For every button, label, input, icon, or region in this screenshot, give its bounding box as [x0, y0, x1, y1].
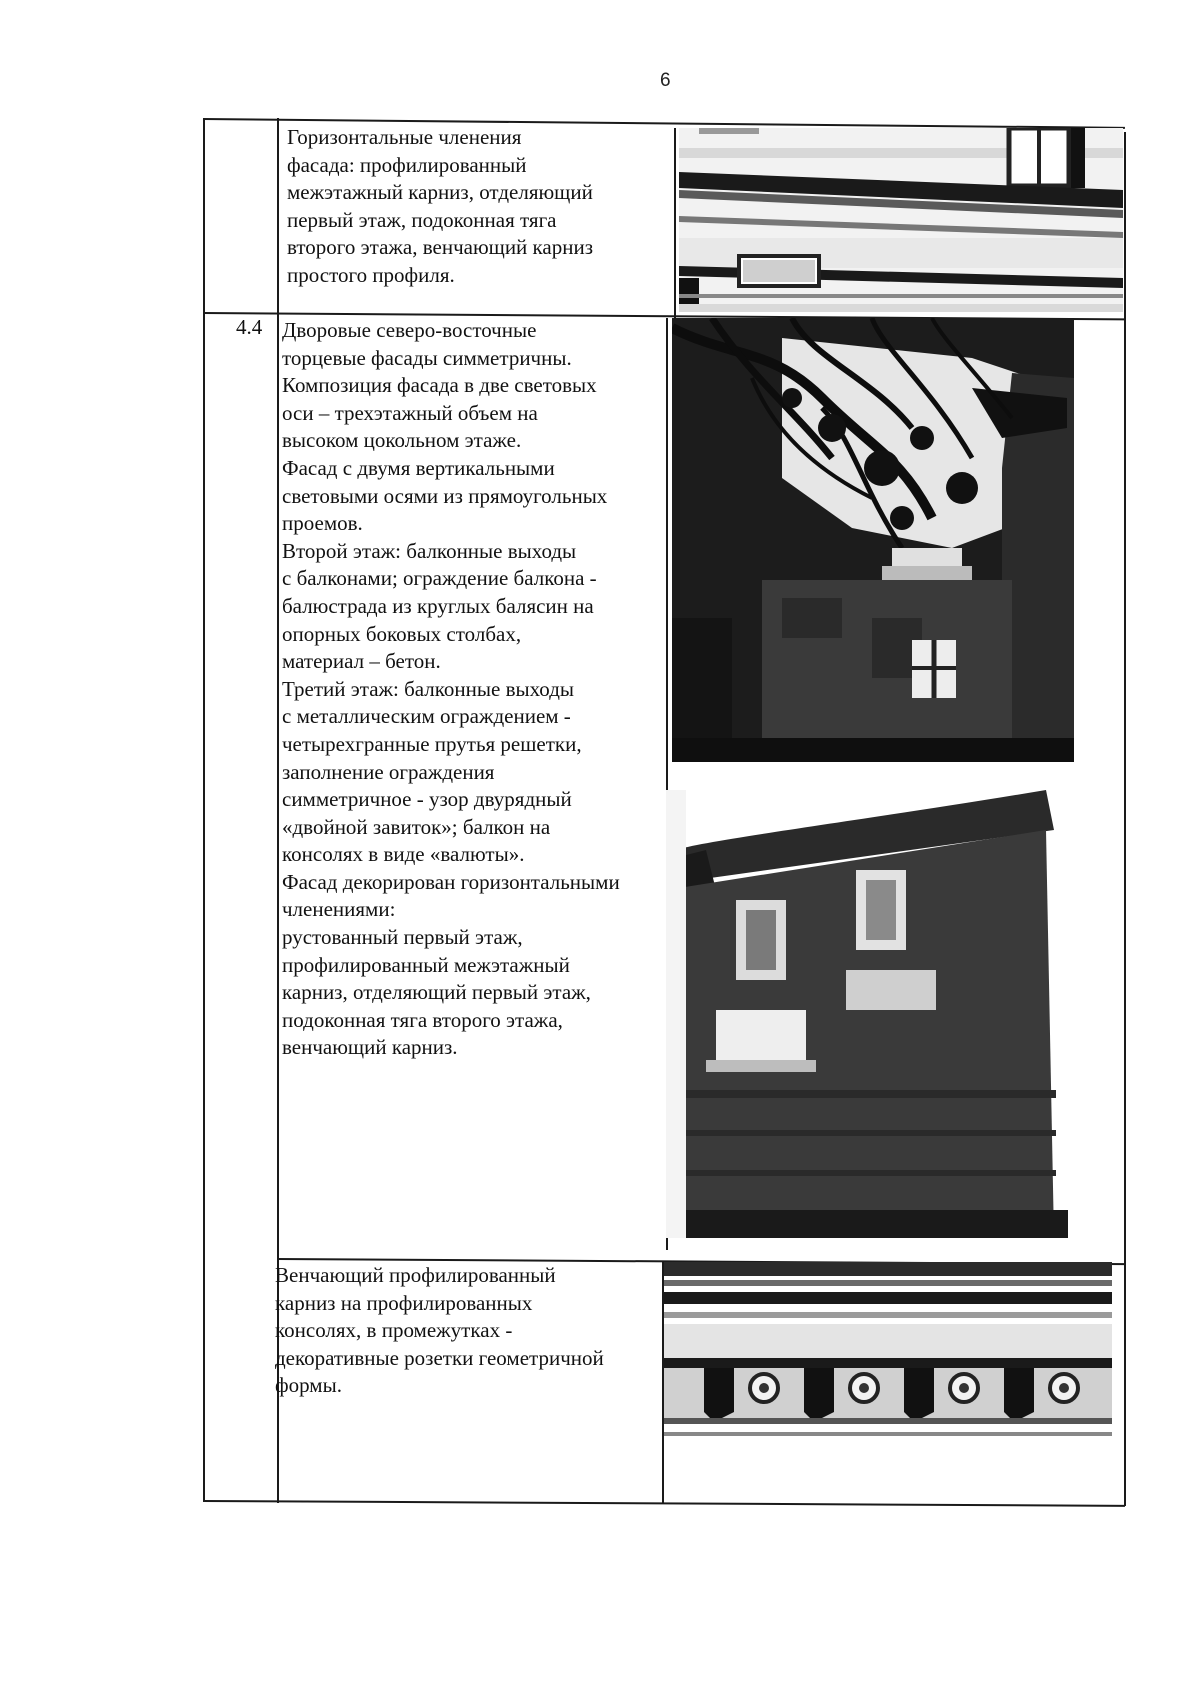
- text-line: карниз на профилированных: [275, 1290, 533, 1315]
- text-line: материал – бетон.: [282, 649, 441, 674]
- text-line: второго этажа, венчающий карниз: [287, 235, 594, 260]
- text-line: Венчающий профилированный: [275, 1263, 556, 1287]
- text-line: балюстрада из круглых балясин на: [282, 593, 594, 618]
- row-1-description: [287, 124, 593, 290]
- table-border-left: [203, 118, 205, 1502]
- text-line: консолях в виде «валюты».: [282, 842, 525, 867]
- row-3-description: [275, 1262, 604, 1400]
- text-line: членениями:: [282, 897, 396, 922]
- row-2-description: [282, 317, 620, 1062]
- column-divider-2: [674, 128, 676, 318]
- text-line: межэтажный карниз, отделяющий: [287, 180, 593, 205]
- text-line: Третий этаж: балконные выходы: [282, 676, 574, 701]
- text-line: проемов.: [282, 511, 363, 536]
- text-line: подоконная тяга второго этажа,: [282, 1007, 563, 1032]
- courtyard-facade-photo-lower: [666, 790, 1068, 1238]
- cornice-rosettes-photo: [664, 1262, 1112, 1446]
- text-line: первый этаж, подоконная тяга: [287, 207, 557, 232]
- text-line: Композиция фасада в две световых: [282, 373, 597, 398]
- text-line: опорных боковых столбах,: [282, 621, 522, 646]
- text-line: Фасад с двумя вертикальными: [282, 455, 555, 480]
- text-line: торцевые фасады симметричны.: [282, 345, 572, 370]
- text-line: «двойной завиток»; балкон на: [282, 814, 551, 839]
- text-line: с балконами; ограждение балкона -: [282, 566, 597, 591]
- text-line: световыми осями из прямоугольных: [282, 483, 608, 508]
- text-line: высоком цокольном этаже.: [282, 428, 522, 453]
- text-line: профилированный межэтажный: [282, 952, 570, 977]
- facade-cornice-photo: [679, 128, 1123, 312]
- page-number: 6: [660, 70, 671, 91]
- text-line: Фасад декорирован горизонтальными: [282, 869, 620, 894]
- courtyard-facade-photo-upper: [672, 318, 1074, 762]
- text-line: формы.: [275, 1373, 342, 1398]
- text-line: венчающий карниз.: [282, 1035, 458, 1060]
- text-line: фасада: профилированный: [287, 152, 527, 177]
- text-line: симметричное - узор двурядный: [282, 787, 572, 812]
- text-line: заполнение ограждения: [282, 759, 495, 784]
- text-line: Дворовые северо-восточные: [282, 318, 537, 342]
- text-line: простого профиля.: [287, 262, 455, 287]
- text-line: Горизонтальные членения: [287, 125, 522, 149]
- text-line: карниз, отделяющий первый этаж,: [282, 980, 591, 1005]
- text-line: Второй этаж: балконные выходы: [282, 538, 577, 563]
- table-border-right: [1124, 132, 1126, 1506]
- text-line: с металлическим ограждением -: [282, 704, 571, 729]
- text-line: четырехгранные прутья решетки,: [282, 731, 582, 756]
- text-line: декоративные розетки геометричной: [275, 1345, 604, 1370]
- text-line: консолях, в промежутках -: [275, 1318, 513, 1343]
- row-number: 4.4: [236, 315, 263, 339]
- text-line: рустованный первый этаж,: [282, 925, 523, 950]
- text-line: оси – трехэтажный объем на: [282, 400, 538, 425]
